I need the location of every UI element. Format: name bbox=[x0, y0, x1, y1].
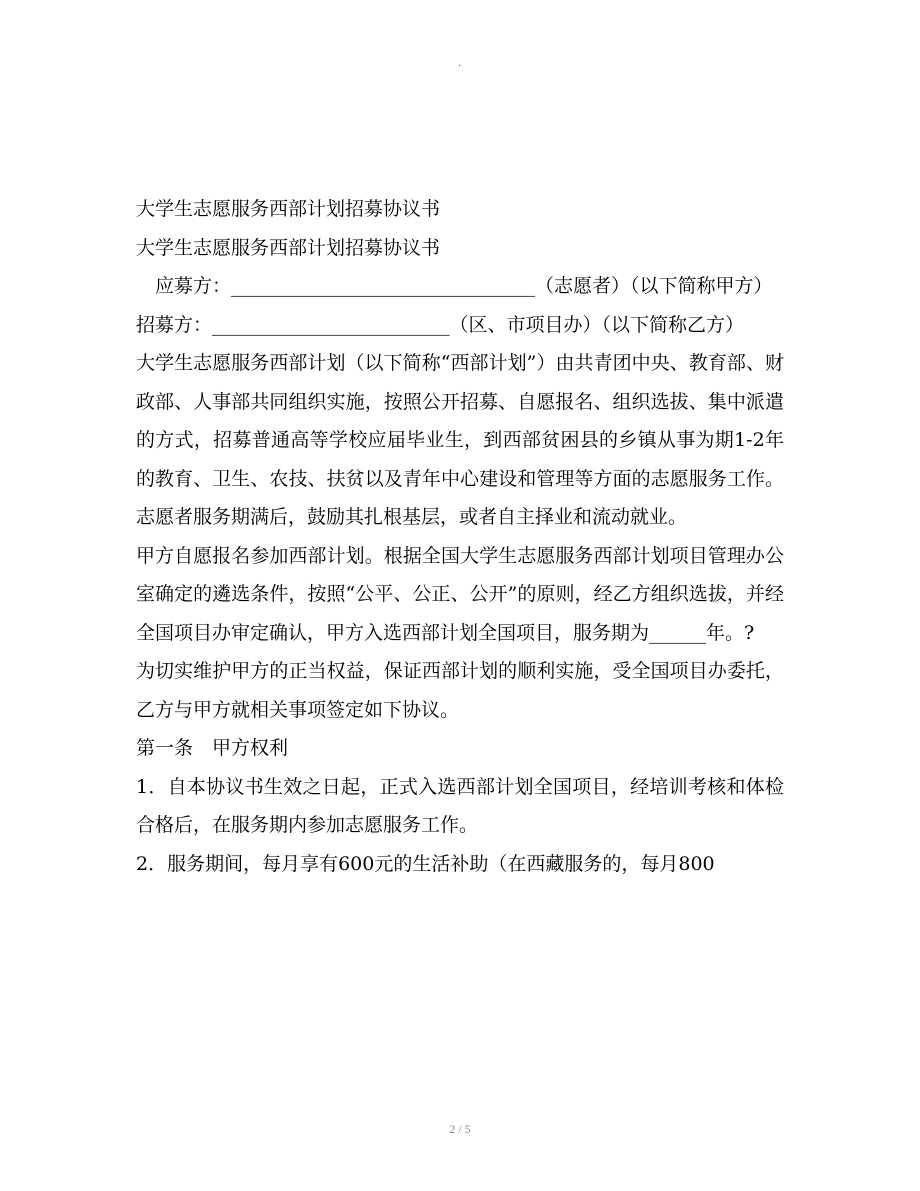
party-b-line: 招募方：_________________________（区、市项目办）（以下简称乙方） bbox=[136, 313, 745, 336]
article-1-heading: 第一条 甲方权利 bbox=[136, 737, 289, 759]
document-title: 大学生志愿服务西部计划招募协议书 bbox=[136, 198, 441, 220]
document-body bbox=[136, 190, 784, 883]
purpose-paragraph: 为切实维护甲方的正当权益，保证西部计划的顺利实施，受全国项目办委托，乙方与甲方就相关事项签定如下协议。 bbox=[136, 660, 784, 721]
party-a-line: 应募方：________________________________（志愿者）（以下简称甲方） bbox=[155, 275, 773, 297]
intro-paragraph: 大学生志愿服务西部计划（以下简称“西部计划”）由共青团中央、教育部、财政部、人事部共同组织实施，按照公开招募、自愿报名、组织选拔、集中派遣的方式，招募普通高等学校应届毕业生，到西部贫困县的乡镇从事为期1-2年的教育、卫生、农技、扶贫以及青年中心建设和管理等方面的志愿服务工作。志愿者服务期满后，鼓励其扎根基层，或者自主择业和流动就业。 bbox=[136, 352, 784, 528]
document-title-repeat: 大学生志愿服务西部计划招募协议书 bbox=[136, 236, 441, 259]
article-1-item-2: 2．服务期间，每月享有600元的生活补助（在西藏服务的，每月800 bbox=[136, 852, 715, 875]
article-1-item-1: 1．自本协议书生效之日起，正式入选西部计划全国项目，经培训考核和体检合格后，在服务期内参加志愿服务工作。 bbox=[136, 775, 784, 836]
header-mark: . bbox=[458, 58, 462, 69]
selection-paragraph: 甲方自愿报名参加西部计划。根据全国大学生志愿服务西部计划项目管理办公室确定的遴选条件，按照“公平、公正、公开”的原则，经乙方组织选拔，并经全国项目办审定确认，甲方入选西部计划全国项目，服务期为______年。? bbox=[136, 544, 784, 644]
page-number: 2 / 5 bbox=[449, 1122, 471, 1136]
